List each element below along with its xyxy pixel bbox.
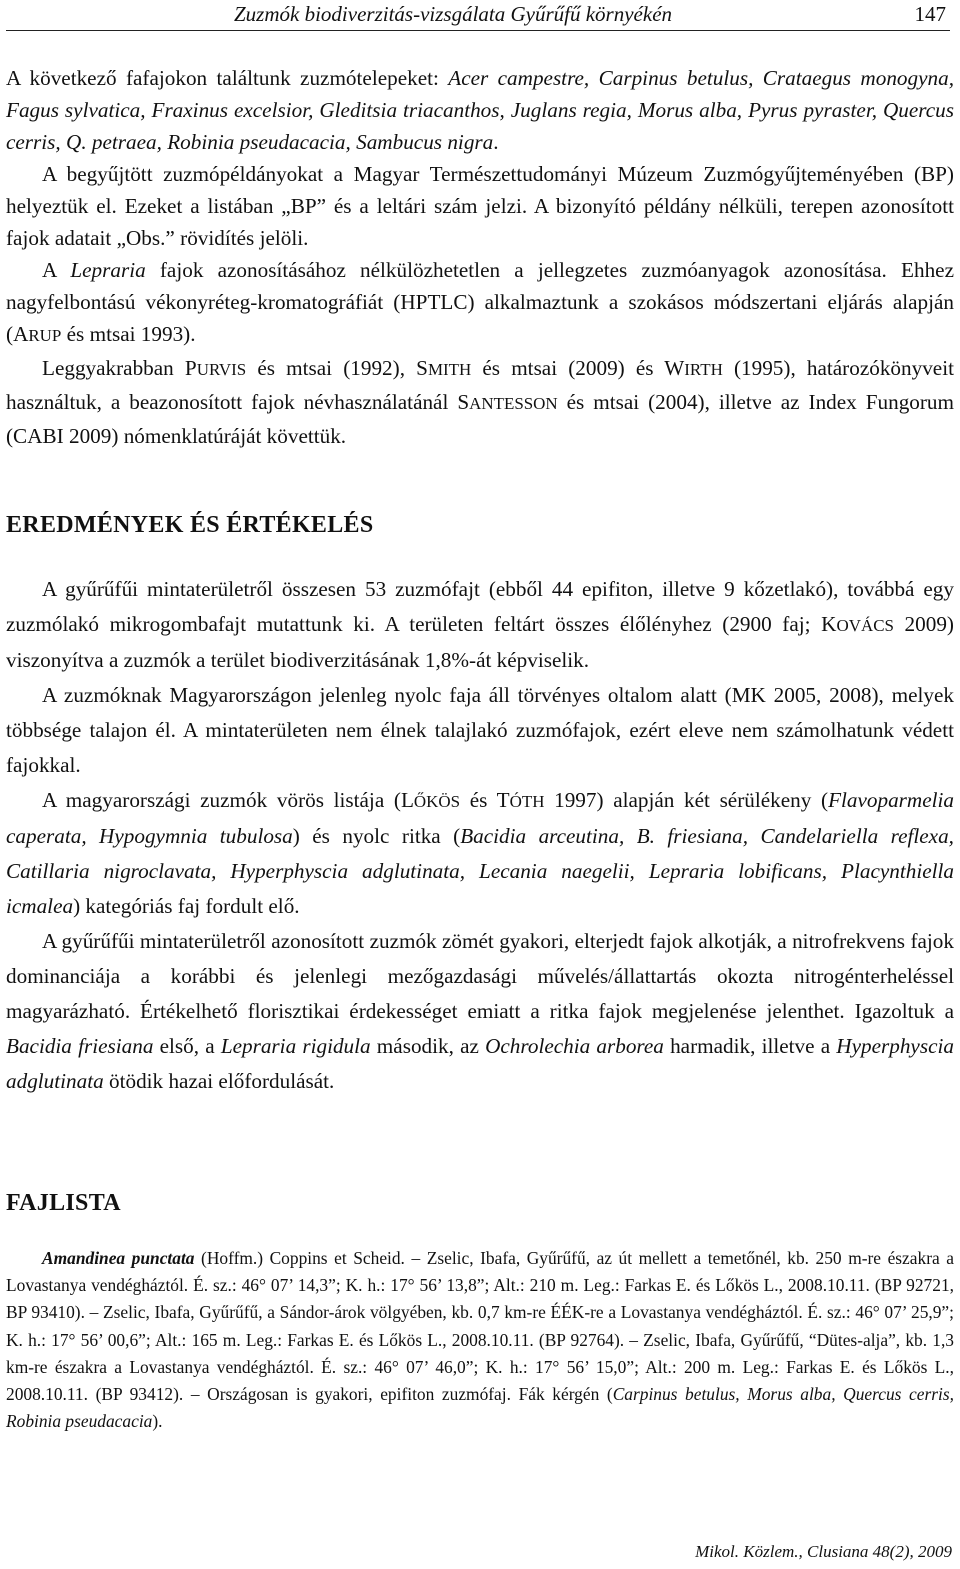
running-title: Zuzmók biodiverzitás-vizsgálata Gyűrűfű környékén (234, 2, 673, 26)
author-name: ÓTH (509, 792, 545, 811)
author-name: URVIS (196, 360, 247, 379)
author-name: MITH (427, 360, 472, 379)
running-header (6, 0, 950, 31)
results-paragraph-new-records: A gyűrűfűi mintaterületről azonosított zuzmók zömét gyakori, elterjedt fajok alkotják, a nitrofrekvens fajok dominanciája a korábbi és jelenlegi mezőgazdasági művelés/állattartás okozta nitrogénterheléssel magyarázható. Értékelhető florisztikai érdekességet emiatt a ritka fajok megjelenése jelenthet. Igazoltuk a Bacidia friesiana első, a Lepraria rigidula második, az Ochrolechia arborea harmadik, illetve a Hyperphyscia adglutinata ötödik hazai előfordulását. (6, 929, 954, 1093)
results-section (6, 572, 954, 1099)
vulnerable-species: Flavoparmelia caperata, Hypogymnia tubulosa (6, 788, 954, 848)
species-list (6, 1245, 954, 1435)
author-name: IRTH (684, 360, 723, 379)
methods-section (6, 62, 954, 452)
tree-species-list: Acer campestre, Carpinus betulus, Crataegus monogyna, Fagus sylvatica, Fraxinus excelsior, Gleditsia triacanthos, Juglans regia, Morus alba, Pyrus pyraster, Quercus cerris, Q. petraea, Robinia pseudacacia, Sambucus nigra (6, 66, 955, 154)
results-heading: EREDMÉNYEK ÉS ÉRTÉKELÉS (6, 512, 374, 538)
results-paragraph-species-count: A gyűrűfűi mintaterületről összesen 53 zuzmófajt (ebből 44 epifiton, illetve 9 kőzetlakó), továbbá egy zuzmólakó mikrogombafajt mutattunk ki. A területen feltárt összes élőlényhez (2900 faj; KOVÁCS 2009) viszonyítva a zuzmók a terület biodiverzitásának 1,8%-át képviselik. (6, 577, 954, 672)
species-name: Hyperphyscia adglutinata (6, 1034, 954, 1093)
species-entry: Amandinea punctata (Hoffm.) Coppins et Scheid. – Zselic, Ibafa, Gyűrűfű, az út mellett a temetőnél, kb. 250 m-re északra a Lovastanya vendégháztól. É. sz.: 46° 07’ 14,3”; K. h.: 17° 56’ 13,8”; Alt.: 210 m. Leg.: Farkas E. és Lőkös L., 2008.10.11. (BP 92721, BP 93410). – Zselic, Ibafa, Gyűrűfű, a Sándor-árok völgyében, kb. 0,7 km-re ÉÉK-re a Lovastanya vendégháztól. É. sz.: 46° 07’ 25,9”; K. h.: 17° 56’ 00,6”; Alt.: 165 m. Leg.: Farkas E. és Lőkös L., 2008.10.11. (BP 92764). – Zselic, Ibafa, Gyűrűfű, “Dütes-alja”, kb. 1,3 km-re északra a Lovastanya vendégháztól. É. sz.: 46° 07’ 46,0”; K. h.: 17° 56’ 15,0”; Alt.: 200 m. Leg.: Farkas E. és Lőkös L., 2008.10.11. (BP 93412). – Országosan is gyakori, epifiton zuzmófaj. Fák kérgén (Carpinus betulus, Morus alba, Quercus cerris, Robinia pseudacacia). (6, 1248, 954, 1432)
author-name: ŐKÖS (413, 792, 461, 811)
genus-name: Lepraria (70, 258, 146, 282)
host-trees: Carpinus betulus, Morus alba, Quercus cerris, Robinia pseudacacia (6, 1384, 954, 1432)
author-name: ANTESSON (469, 394, 558, 413)
methods-paragraph-hptlc: A Lepraria fajok azonosításához nélkülözhetetlen a jellegzetes zuzmóanyagok azonosítása. Ehhez nagyfelbontású vékonyréteg-kromatográfiát (HPTLC) alkalmaztunk a szokásos módszertani eljárás alapján (ARUP és mtsai 1993). (6, 258, 954, 346)
page-number: 147 (914, 2, 946, 26)
rare-species: Bacidia arceutina, B. friesiana, Candelariella reflexa, Catillaria nigroclavata, Hyperphyscia adglutinata, Lecania naegelii, Lepraria lobificans, Placynthiella icmalea (6, 824, 954, 918)
results-paragraph-protected: A zuzmóknak Magyarországon jelenleg nyolc faja áll törvényes oltalom alatt (MK 2005, 2008), melyek többsége talajon él. A mintaterületen nem élnek talajlakó zuzmófajok, ezért eleve nem számolhatunk védett fajokkal. (6, 683, 954, 777)
results-paragraph-red-list: A magyarországi zuzmók vörös listája (LŐKÖS és TÓTH 1997) alapján két sérülékeny (Flavoparmelia caperata, Hypogymnia tubulosa) és nyolc ritka (Bacidia arceutina, B. friesiana, Candelariella reflexa, Catillaria nigroclavata, Hyperphyscia adglutinata, Lecania naegelii, Lepraria lobificans, Placynthiella icmalea) kategóriás faj fordult elő. (6, 788, 954, 918)
species-entry-name: Amandinea punctata (42, 1248, 195, 1268)
species-name: Bacidia friesiana (6, 1034, 154, 1058)
journal-citation: Mikol. Közlem., Clusiana 48(2), 2009 (695, 1542, 952, 1561)
methods-paragraph-herbarium: A begyűjtött zuzmópéldányokat a Magyar Természettudományi Múzeum Zuzmógyűjteményében (BP) helyeztük el. Ezeket a listában „BP” és a leltári szám jelzi. A bizonyító példány nélküli, terepen azonosított fajok adatait „Obs.” rövidítés jelöli. (6, 162, 954, 250)
methods-paragraph-host-trees: A következő fafajokon találtunk zuzmótelepeket: Acer campestre, Carpinus betulus, Crataegus monogyna, Fagus sylvatica, Fraxinus excelsior, Gleditsia triacanthos, Juglans regia, Morus alba, Pyrus pyraster, Quercus cerris, Q. petraea, Robinia pseudacacia, Sambucus nigra. (6, 66, 955, 154)
species-name: Ochrolechia arborea (485, 1034, 664, 1058)
species-name: Lepraria rigidula (220, 1034, 371, 1058)
author-name: OVÁCS (836, 616, 894, 635)
species-list-heading: FAJLISTA (6, 1190, 121, 1216)
methods-paragraph-literature: Leggyakrabban PURVIS és mtsai (1992), SMITH és mtsai (2009) és WIRTH (1995), határozókönyveit használtuk, a beazonosított fajok névhasználatánál SANTESSON és mtsai (2004), illetve az Index Fungorum (CABI 2009) nómenklatúráját követtük. (6, 356, 955, 448)
author-name: RUP (28, 326, 62, 345)
